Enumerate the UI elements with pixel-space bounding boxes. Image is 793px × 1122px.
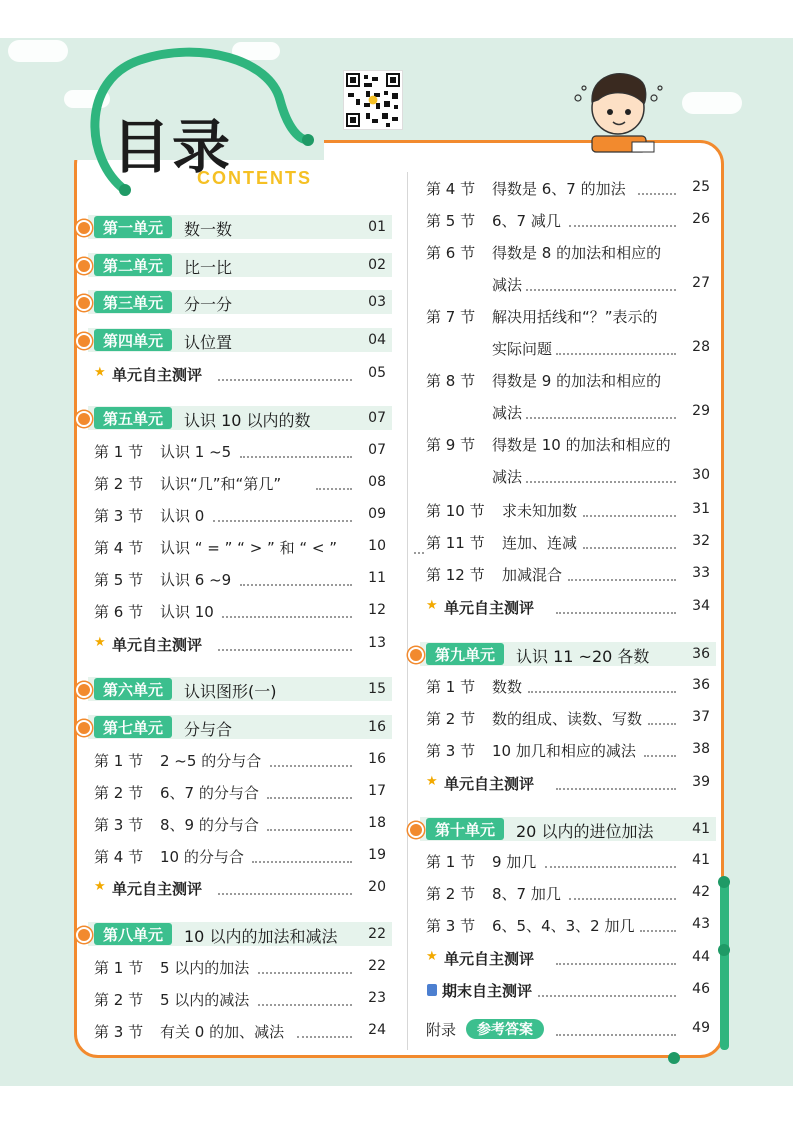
section-title[interactable]: 加减混合 xyxy=(502,566,563,584)
section-title[interactable]: 认识 10 xyxy=(160,603,214,621)
star-icon: ★ xyxy=(94,879,106,894)
section-title-continued: 减法 xyxy=(492,276,523,294)
section-number: 第 3 节 xyxy=(426,742,476,760)
dot-leader xyxy=(583,547,676,549)
section-page-number: 09 xyxy=(368,506,386,522)
page-subtitle: CONTENTS xyxy=(197,168,312,188)
unit-bullet-dot xyxy=(408,822,424,838)
section-title[interactable]: 认识 0 xyxy=(160,507,205,525)
section-page-number: 29 xyxy=(692,403,710,419)
section-title[interactable]: 6、7 减几 xyxy=(492,212,561,230)
section-title[interactable]: 连加、连减 xyxy=(502,534,578,552)
test-page-number: 13 xyxy=(368,635,386,651)
star-icon: ★ xyxy=(426,774,438,789)
dot-leader xyxy=(218,649,352,651)
section-title[interactable]: 认识 “ = ” “ > ” 和 “ < ” xyxy=(160,539,338,557)
unit-bullet-dot xyxy=(76,295,92,311)
dot-leader xyxy=(638,193,676,195)
section-number: 第 2 节 xyxy=(94,784,144,802)
unit-title[interactable]: 认位置 xyxy=(184,333,233,352)
section-title[interactable]: 得数是 6、7 的加法 xyxy=(492,180,626,198)
final-test-page-number: 46 xyxy=(692,981,710,997)
unit-bullet-dot xyxy=(408,647,424,663)
section-page-number: 10 xyxy=(368,538,386,554)
section-title[interactable]: 数的组成、读数、写数 xyxy=(492,710,643,728)
section-page-number: 36 xyxy=(692,677,710,693)
unit-bullet-dot xyxy=(76,682,92,698)
unit-page-number: 16 xyxy=(368,719,386,735)
star-icon: ★ xyxy=(426,598,438,613)
test-page-number: 05 xyxy=(368,365,386,381)
section-title[interactable]: 认识 1 ~5 xyxy=(160,443,232,461)
appendix-page-number: 49 xyxy=(692,1020,710,1036)
section-title[interactable]: 认识“几”和“第几” xyxy=(160,475,282,493)
section-title-continued: 减法 xyxy=(492,404,523,422)
unit-badge: 第六单元 xyxy=(94,678,172,700)
section-page-number: 22 xyxy=(368,958,386,974)
dot-leader xyxy=(556,612,676,614)
section-number: 第 1 节 xyxy=(94,443,144,461)
section-number: 第 3 节 xyxy=(426,917,476,935)
section-title[interactable]: 10 的分与合 xyxy=(160,848,244,866)
section-page-number: 07 xyxy=(368,442,386,458)
dot-leader xyxy=(526,417,676,419)
cartoon-boy-illustration xyxy=(568,62,668,158)
section-title[interactable]: 认识 6 ~9 xyxy=(160,571,232,589)
dot-leader xyxy=(316,488,352,490)
unit-page-number: 41 xyxy=(692,821,710,837)
section-page-number: 42 xyxy=(692,884,710,900)
book-icon xyxy=(427,984,437,996)
unit-title[interactable]: 20 以内的进位加法 xyxy=(516,822,654,841)
unit-bullet-dot xyxy=(76,333,92,349)
dot-leader xyxy=(240,456,353,458)
section-number: 第 7 节 xyxy=(426,308,476,326)
dot-leader xyxy=(556,353,676,355)
section-number: 第 3 节 xyxy=(94,1023,144,1041)
section-number: 第 4 节 xyxy=(94,848,144,866)
section-number: 第 4 节 xyxy=(94,539,144,557)
dot-leader xyxy=(569,898,676,900)
section-page-number: 27 xyxy=(692,275,710,291)
section-number: 第 5 节 xyxy=(94,571,144,589)
unit-bullet-dot xyxy=(76,411,92,427)
section-page-number: 17 xyxy=(368,783,386,799)
unit-badge: 第七单元 xyxy=(94,716,172,738)
section-number: 第 5 节 xyxy=(426,212,476,230)
qr-code-icon xyxy=(344,71,402,129)
section-title[interactable]: 8、9 的分与合 xyxy=(160,816,259,834)
section-number: 第 2 节 xyxy=(94,475,144,493)
section-title-continued: 减法 xyxy=(492,468,523,486)
section-page-number: 18 xyxy=(368,815,386,831)
unit-test-label[interactable]: 单元自主测评 xyxy=(112,880,203,898)
unit-badge: 第二单元 xyxy=(94,254,172,276)
unit-page-number: 03 xyxy=(368,294,386,310)
section-title[interactable]: 求未知加数 xyxy=(502,502,578,520)
section-title[interactable]: 5 以内的加法 xyxy=(160,959,250,977)
section-page-number: 30 xyxy=(692,467,710,483)
section-number: 第 6 节 xyxy=(426,244,476,262)
section-title[interactable]: 6、7 的分与合 xyxy=(160,784,259,802)
star-icon: ★ xyxy=(94,635,106,650)
unit-title[interactable]: 分与合 xyxy=(184,720,233,739)
appendix-label: 附录 xyxy=(426,1021,457,1039)
unit-title[interactable]: 认识图形(一) xyxy=(184,682,277,701)
section-number: 第 2 节 xyxy=(426,885,476,903)
qr-code[interactable] xyxy=(343,70,403,130)
right-edge-dot xyxy=(718,944,730,956)
section-page-number: 12 xyxy=(368,602,386,618)
section-page-number: 37 xyxy=(692,709,710,725)
section-title-continued: 实际问题 xyxy=(492,340,553,358)
section-title[interactable]: 6、5、4、3、2 加几 xyxy=(492,917,635,935)
dot-leader xyxy=(528,691,676,693)
section-page-number: 38 xyxy=(692,741,710,757)
section-number: 第 3 节 xyxy=(94,507,144,525)
section-page-number: 41 xyxy=(692,852,710,868)
dot-leader xyxy=(213,520,352,522)
unit-page-number: 02 xyxy=(368,257,386,273)
unit-page-number: 01 xyxy=(368,219,386,235)
bottom-edge-dot xyxy=(668,1052,680,1064)
dot-leader xyxy=(218,893,352,895)
section-title[interactable]: 得数是 8 的加法和相应的 xyxy=(492,244,662,262)
section-number: 第 8 节 xyxy=(426,372,476,390)
dot-leader xyxy=(538,995,676,997)
test-page-number: 20 xyxy=(368,879,386,895)
section-title[interactable]: 解决用括线和“？”表示的 xyxy=(492,308,658,326)
dot-leader xyxy=(222,616,352,618)
section-title[interactable]: 得数是 9 的加法和相应的 xyxy=(492,372,662,390)
test-page-number: 39 xyxy=(692,774,710,790)
section-number: 第 1 节 xyxy=(94,752,144,770)
section-number: 第 2 节 xyxy=(426,710,476,728)
section-page-number: 24 xyxy=(368,1022,386,1038)
dot-leader xyxy=(526,481,676,483)
dot-leader xyxy=(240,584,353,586)
dot-leader xyxy=(583,515,676,517)
unit-badge: 第十单元 xyxy=(426,818,504,840)
right-edge-decoration xyxy=(720,880,729,1050)
section-page-number: 11 xyxy=(368,570,386,586)
unit-bullet-dot xyxy=(76,258,92,274)
unit-test-label[interactable]: 单元自主测评 xyxy=(444,950,535,968)
section-page-number: 19 xyxy=(368,847,386,863)
final-test-label[interactable]: 期末自主测评 xyxy=(442,982,533,1000)
section-page-number: 25 xyxy=(692,179,710,195)
unit-badge: 第八单元 xyxy=(94,923,172,945)
unit-page-number: 15 xyxy=(368,681,386,697)
section-title[interactable]: 10 加几和相应的减法 xyxy=(492,742,636,760)
section-number: 第 11 节 xyxy=(426,534,485,552)
cloud-decoration xyxy=(8,40,68,62)
unit-title[interactable]: 分一分 xyxy=(184,295,233,314)
dot-leader xyxy=(258,972,352,974)
unit-page-number: 04 xyxy=(368,332,386,348)
section-page-number: 43 xyxy=(692,916,710,932)
dot-leader xyxy=(556,963,676,965)
dot-leader xyxy=(556,788,676,790)
section-page-number: 32 xyxy=(692,533,710,549)
section-title[interactable]: 有关 0 的加、减法 xyxy=(160,1023,285,1041)
dot-leader xyxy=(648,723,676,725)
unit-test-label[interactable]: 单元自主测评 xyxy=(444,599,535,617)
unit-test-label[interactable]: 单元自主测评 xyxy=(444,775,535,793)
section-title[interactable]: 5 以内的减法 xyxy=(160,991,250,1009)
unit-page-number: 22 xyxy=(368,926,386,942)
unit-bullet-dot xyxy=(76,927,92,943)
dot-leader xyxy=(252,861,352,863)
unit-badge: 第五单元 xyxy=(94,407,172,429)
unit-badge: 第四单元 xyxy=(94,329,172,351)
unit-title[interactable]: 认识 10 以内的数 xyxy=(184,411,311,430)
unit-badge: 第三单元 xyxy=(94,291,172,313)
dot-leader xyxy=(258,1004,352,1006)
unit-test-label[interactable]: 单元自主测评 xyxy=(112,366,203,384)
unit-test-label[interactable]: 单元自主测评 xyxy=(112,636,203,654)
dot-leader xyxy=(270,765,353,767)
dot-leader xyxy=(556,1034,676,1036)
section-title[interactable]: 9 加几 xyxy=(492,853,537,871)
section-number: 第 2 节 xyxy=(94,991,144,1009)
section-page-number: 33 xyxy=(692,565,710,581)
test-page-number: 34 xyxy=(692,598,710,614)
unit-title[interactable]: 认识 11 ~20 各数 xyxy=(516,647,650,666)
dot-leader xyxy=(568,579,676,581)
section-title[interactable]: 2 ~5 的分与合 xyxy=(160,752,262,770)
section-page-number: 31 xyxy=(692,501,710,517)
answer-key-badge[interactable]: 参考答案 xyxy=(466,1019,544,1039)
section-page-number: 16 xyxy=(368,751,386,767)
section-number: 第 6 节 xyxy=(94,603,144,621)
dot-leader xyxy=(297,1036,352,1038)
right-edge-dot xyxy=(718,876,730,888)
section-number: 第 12 节 xyxy=(426,566,485,584)
unit-badge: 第一单元 xyxy=(94,216,172,238)
star-icon: ★ xyxy=(426,949,438,964)
section-title[interactable]: 数数 xyxy=(492,678,523,696)
section-number: 第 10 节 xyxy=(426,502,485,520)
dot-leader xyxy=(569,225,676,227)
column-divider xyxy=(407,172,408,1050)
unit-title[interactable]: 数一数 xyxy=(184,220,233,239)
page-title: 目录 xyxy=(112,113,233,181)
dot-leader xyxy=(414,552,424,554)
unit-bullet-dot xyxy=(76,220,92,236)
dot-leader xyxy=(526,289,676,291)
test-page-number: 44 xyxy=(692,949,710,965)
unit-page-number: 07 xyxy=(368,410,386,426)
section-number: 第 1 节 xyxy=(426,678,476,696)
section-number: 第 4 节 xyxy=(426,180,476,198)
unit-bullet-dot xyxy=(76,720,92,736)
section-title[interactable]: 8、7 加几 xyxy=(492,885,561,903)
unit-page-number: 36 xyxy=(692,646,710,662)
section-page-number: 26 xyxy=(692,211,710,227)
unit-title[interactable]: 10 以内的加法和减法 xyxy=(184,927,338,946)
dot-leader xyxy=(218,379,352,381)
section-page-number: 23 xyxy=(368,990,386,1006)
section-number: 第 1 节 xyxy=(426,853,476,871)
cloud-decoration xyxy=(682,92,742,114)
section-number: 第 3 节 xyxy=(94,816,144,834)
unit-badge: 第九单元 xyxy=(426,643,504,665)
dot-leader xyxy=(545,866,676,868)
dot-leader xyxy=(267,797,352,799)
section-number: 第 1 节 xyxy=(94,959,144,977)
section-title[interactable]: 得数是 10 的加法和相应的 xyxy=(492,436,671,454)
section-page-number: 08 xyxy=(368,474,386,490)
section-page-number: 28 xyxy=(692,339,710,355)
section-number: 第 9 节 xyxy=(426,436,476,454)
dot-leader xyxy=(644,755,676,757)
dot-leader xyxy=(267,829,352,831)
star-icon: ★ xyxy=(94,365,106,380)
dot-leader xyxy=(640,930,676,932)
unit-title[interactable]: 比一比 xyxy=(184,258,233,277)
